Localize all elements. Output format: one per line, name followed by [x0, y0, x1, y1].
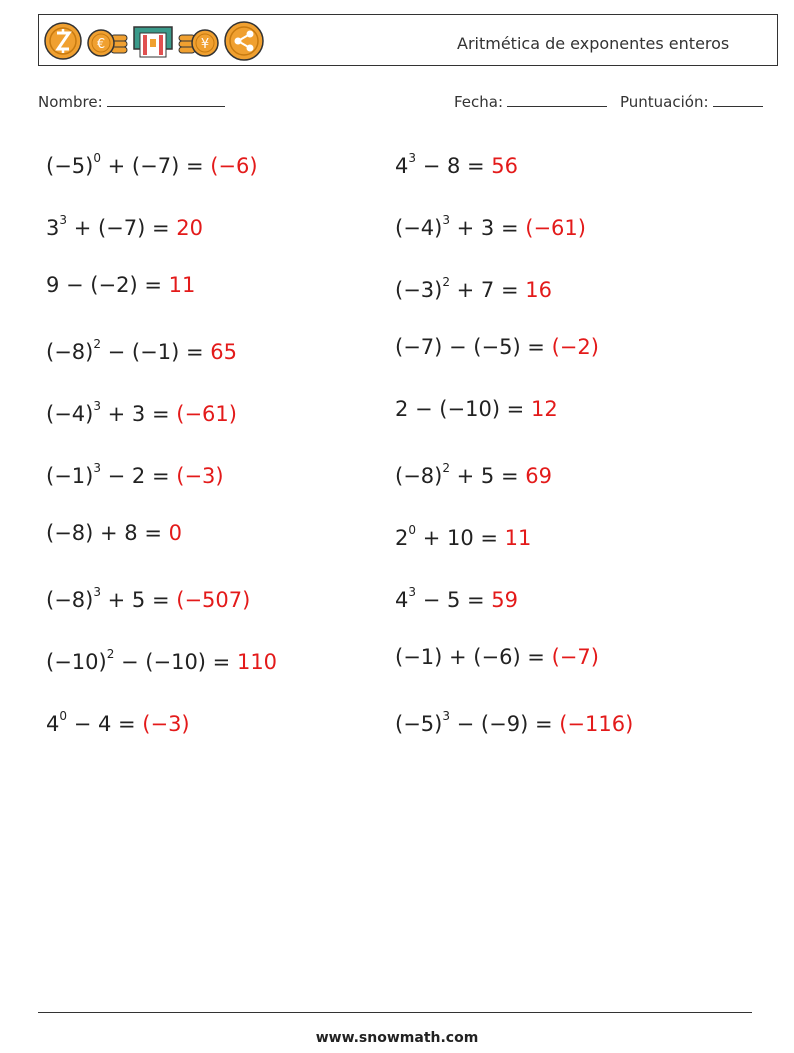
problem-item: [395, 209, 586, 242]
problem-item: [395, 271, 552, 304]
problem-operation: − 4 =: [67, 712, 143, 736]
problem-base: (−5): [46, 154, 94, 178]
problem-operation: − (−10) =: [114, 650, 237, 674]
problem-base: (−8) + 8 =: [46, 521, 169, 545]
problem-answer: 110: [236, 650, 278, 674]
problem-answer: (−7): [551, 645, 599, 669]
problem-item: [46, 333, 237, 366]
problem-answer: 20: [176, 216, 203, 240]
problem-item: [46, 147, 258, 180]
problem-answer: 0: [168, 521, 182, 545]
problem-exponent: 0: [408, 523, 417, 537]
problem-answer: (−2): [551, 335, 599, 359]
problem-operation: + 3 =: [100, 402, 177, 426]
problem-base: (−8): [46, 588, 94, 612]
problem-item: [395, 643, 599, 671]
problem-item: [395, 395, 558, 423]
problem-answer: (−61): [525, 216, 586, 240]
problem-base: 2: [395, 526, 409, 550]
problem-exponent: 2: [93, 337, 101, 351]
problem-base: (−8): [46, 340, 94, 364]
problem-operation: − (−1) =: [100, 340, 211, 364]
problem-base: (−1): [46, 464, 94, 488]
problem-exponent: 0: [93, 151, 101, 165]
problem-item: [46, 457, 224, 490]
svg-text:€: €: [96, 37, 106, 52]
problem-operation: + (−7) =: [67, 216, 177, 240]
problem-answer: (−507): [176, 588, 251, 612]
problem-answer: (−3): [176, 464, 224, 488]
problem-exponent: 3: [93, 585, 101, 599]
problem-operation: − (−9) =: [449, 712, 560, 736]
svg-text:¥: ¥: [200, 37, 210, 52]
problem-item: [395, 457, 552, 490]
problem-exponent: 2: [442, 275, 450, 289]
problem-answer: (−116): [559, 712, 634, 736]
problem-operation: − 5 =: [416, 588, 492, 612]
problem-item: [395, 581, 518, 614]
problem-exponent: 2: [106, 647, 115, 661]
problem-base: (−1) + (−6) =: [395, 645, 552, 669]
worksheet-title: Aritmética de exponentes enteros: [457, 34, 730, 53]
date-label: Fecha:: [454, 93, 504, 111]
problem-operation: − 8 =: [416, 154, 492, 178]
problem-base: (−4): [46, 402, 94, 426]
problem-exponent: 0: [59, 709, 68, 723]
problem-operation: + 5 =: [100, 588, 177, 612]
problem-base: 4: [395, 588, 409, 612]
problem-item: [46, 643, 277, 676]
problem-answer: 11: [168, 273, 196, 297]
problem-exponent: 3: [93, 461, 101, 475]
problem-answer: (−3): [142, 712, 190, 736]
problem-item: [395, 705, 633, 738]
problem-base: (−7) − (−5) =: [395, 335, 552, 359]
problem-base: (−3): [395, 278, 443, 302]
problem-base: 4: [395, 154, 409, 178]
problem-item: [46, 395, 237, 428]
problem-exponent: 3: [408, 151, 417, 165]
problem-item: [46, 209, 203, 242]
problem-base: 4: [46, 712, 60, 736]
problem-answer: 11: [504, 526, 532, 550]
score-label: Puntuación:: [620, 93, 709, 111]
problem-answer: (−6): [210, 154, 258, 178]
problem-exponent: 3: [93, 399, 101, 413]
problem-answer: 65: [210, 340, 237, 364]
problem-operation: + (−7) =: [100, 154, 211, 178]
problem-base: (−5): [395, 712, 443, 736]
problem-answer: 69: [525, 464, 552, 488]
problem-exponent: 3: [408, 585, 417, 599]
problem-operation: − 2 =: [100, 464, 177, 488]
problem-answer: 56: [491, 154, 519, 178]
problem-answer: 16: [525, 278, 552, 302]
problem-operation: + 10 =: [416, 526, 505, 550]
problem-base: 9 − (−2) =: [46, 273, 169, 297]
problem-answer: 59: [491, 588, 519, 612]
problem-item: [395, 519, 531, 552]
problem-base: (−8): [395, 464, 443, 488]
footer-url: www.snowmath.com: [315, 1030, 479, 1046]
problem-item: [46, 705, 190, 738]
problem-operation: + 3 =: [449, 216, 526, 240]
problem-exponent: 3: [442, 709, 450, 723]
problem-item: [46, 271, 195, 299]
problem-operation: + 7 =: [449, 278, 526, 302]
footer-divider: [38, 1012, 752, 1013]
problem-operation: + 5 =: [449, 464, 526, 488]
problem-exponent: 3: [59, 213, 68, 227]
problem-base: (−4): [395, 216, 443, 240]
name-label: Nombre:: [38, 93, 103, 111]
problem-base: 3: [46, 216, 60, 240]
problem-exponent: 2: [442, 461, 450, 475]
problem-item: [395, 147, 518, 180]
problem-item: [395, 333, 599, 361]
problem-exponent: 3: [442, 213, 450, 227]
problem-item: [46, 581, 250, 614]
problem-answer: 12: [530, 397, 558, 421]
problem-base: (−10): [46, 650, 107, 674]
problem-item: [46, 519, 182, 547]
problem-base: 2 − (−10) =: [395, 397, 531, 421]
problem-answer: (−61): [176, 402, 237, 426]
